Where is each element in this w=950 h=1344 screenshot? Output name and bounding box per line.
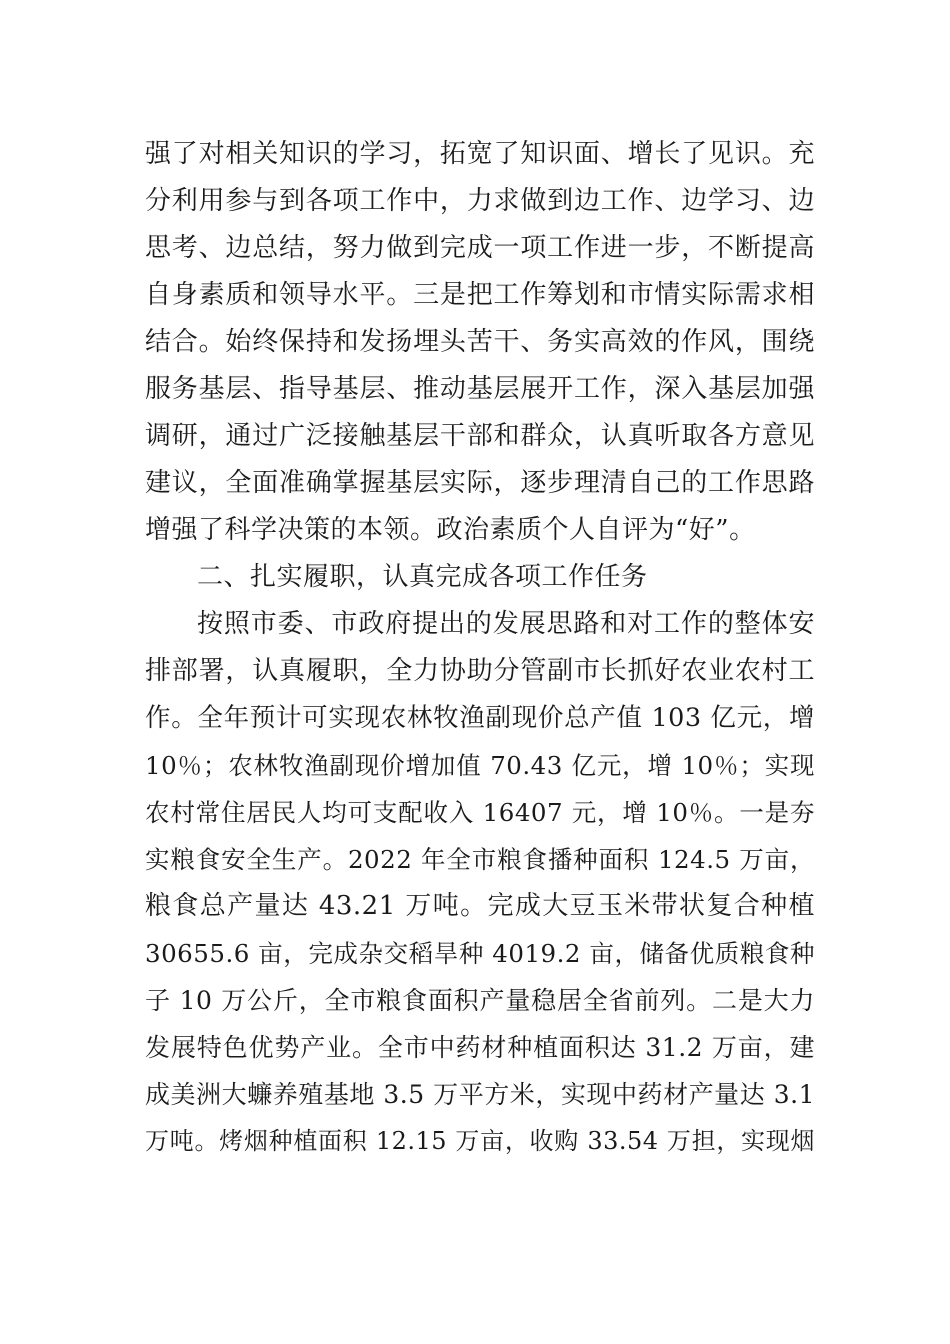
text-line: 分利用参与到各项工作中，力求做到边工作、边学习、边 [145, 186, 815, 216]
text-line: 作。全年预计可实现农林牧渔副现价总产值 103 亿元，增 [145, 703, 815, 733]
text-line: 万吨。烤烟种植面积 12.15 万亩，收购 33.54 万担，实现烟 [145, 1127, 815, 1155]
text-line: 增强了科学决策的本领。政治素质个人自评为“好”。 [145, 515, 756, 545]
text-line: 实粮食安全生产。2022 年全市粮食播种面积 124.5 万亩， [145, 845, 815, 874]
text-line: 排部署，认真履职，全力协助分管副市长抓好农业农村工 [145, 656, 815, 686]
text-line: 农村常住居民人均可支配收入 16407 元，增 10％。一是夯 [145, 798, 815, 827]
text-line: 粮食总产量达 43.21 万吨。完成大豆玉米带状复合种植 [145, 891, 815, 921]
text-line: 建议，全面准确掌握基层实际，逐步理清自己的工作思路 [145, 468, 815, 498]
text-line: 发展特色优势产业。全市中药材种植面积达 31.2 万亩，建 [145, 1033, 815, 1062]
text-line: 调研，通过广泛接触基层干部和群众，认真听取各方意见 [145, 421, 815, 451]
text-line: 思考、边总结，努力做到完成一项工作进一步，不断提高 [145, 233, 815, 263]
text-line: 30655.6 亩，完成杂交稻旱种 4019.2 亩，储备优质粮食种 [145, 939, 815, 968]
text-line: 结合。始终保持和发扬埋头苦干、务实高效的作风，围绕 [145, 327, 815, 357]
text-line: 服务基层、指导基层、推动基层展开工作，深入基层加强 [145, 374, 815, 404]
text-line: 10％；农林牧渔副现价增加值 70.43 亿元，增 10％；实现 [145, 751, 815, 780]
text-line: 成美洲大蠊养殖基地 3.5 万平方米，实现中药材产量达 3.1 [145, 1080, 815, 1109]
text-line: 按照市委、市政府提出的发展思路和对工作的整体安 [197, 609, 815, 639]
body-text [145, 131, 815, 1165]
text-line: 自身素质和领导水平。三是把工作筹划和市情实际需求相 [145, 280, 815, 310]
text-line: 子 10 万公斤，全市粮食面积产量稳居全省前列。二是大力 [145, 986, 815, 1015]
section-heading: 二、扎实履职，认真完成各项工作任务 [197, 562, 648, 592]
text-line: 强了对相关知识的学习，拓宽了知识面、增长了见识。充 [145, 139, 815, 169]
